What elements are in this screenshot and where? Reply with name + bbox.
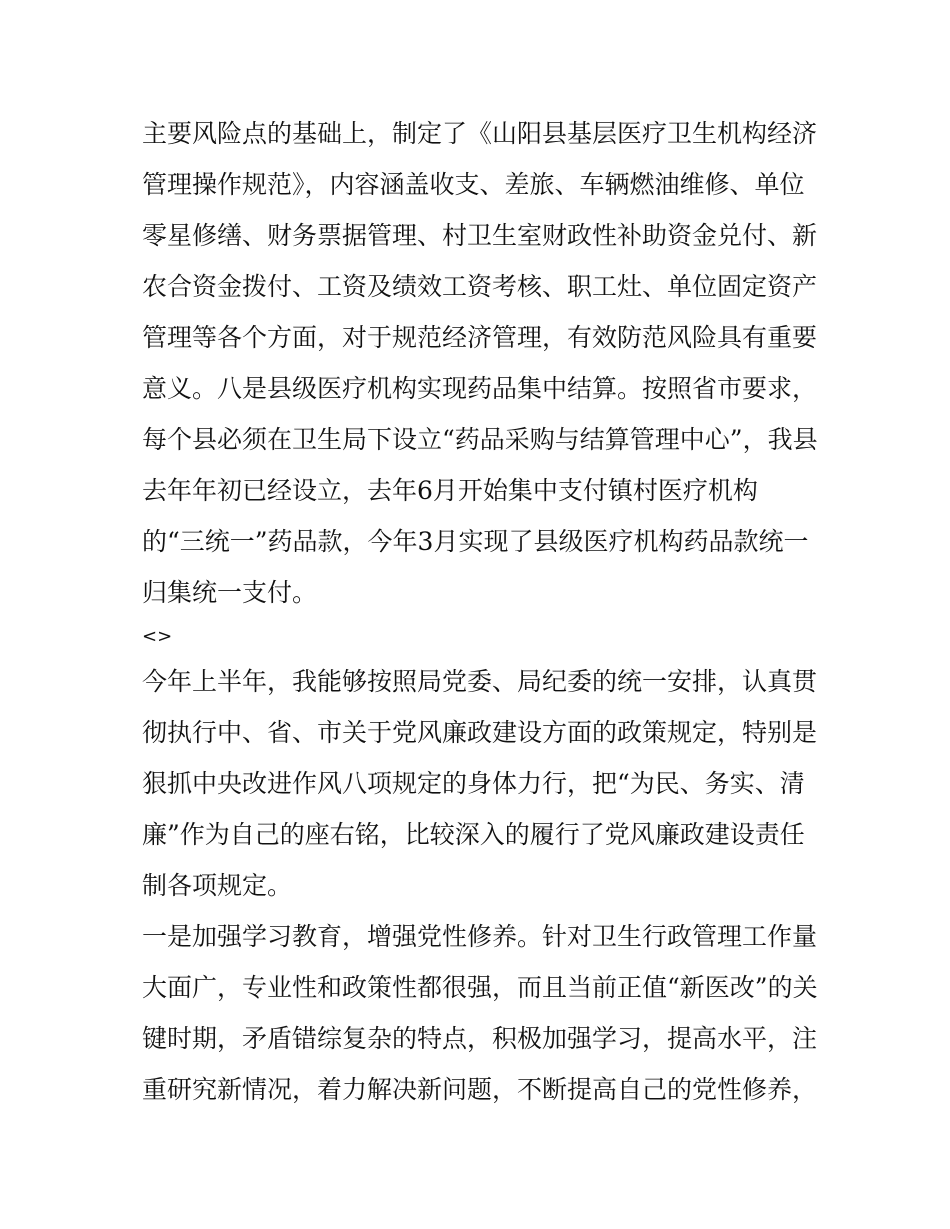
text-line: 每个县必须在卫生局下设立“药品采购与结算管理中心”，我县	[142, 425, 818, 454]
text-line: 廉”作为自己的座右铭，比较深入的履行了党风廉政建设责任	[142, 820, 805, 849]
paragraph-study-education	[142, 911, 822, 1115]
section-marker: <>	[142, 626, 173, 647]
text-line: 归集统一支付。	[142, 578, 318, 607]
text-line: 一是加强学习教育，增强党性修养。针对卫生行政管理工作量	[142, 922, 818, 951]
text-line: 的“三统一”药品款，今年3月实现了县级医疗机构药品款统一	[142, 527, 809, 556]
text-line: 彻执行中、省、市关于党风廉政建设方面的政策规定，特别是	[142, 718, 818, 747]
text-line: 主要风险点的基础上，制定了《山阳县基层医疗卫生机构经济	[142, 119, 818, 148]
text-line: 管理等各个方面，对于规范经济管理，有效防范风险具有重要	[142, 323, 818, 352]
document-body	[142, 108, 822, 1115]
text-line: 狠抓中央改进作风八项规定的身体力行，把“为民、务实、清	[142, 769, 805, 798]
text-line: 制各项规定。	[142, 871, 293, 900]
paragraph-risk-management	[142, 108, 822, 618]
paragraph-party-conduct	[142, 656, 822, 911]
text-line: 重研究新情况，着力解决新问题，不断提高自己的党性修养，	[142, 1075, 818, 1104]
text-line: 管理操作规范》，内容涵盖收支、差旅、车辆燃油维修、单位	[142, 170, 805, 199]
text-line: 键时期，矛盾错综复杂的特点，积极加强学习，提高水平，注	[142, 1024, 818, 1053]
text-line: 去年年初已经设立，去年6月开始集中支付镇村医疗机构	[142, 476, 758, 505]
text-line: 大面广，专业性和政策性都很强，而且当前正值“新医改”的关	[142, 973, 818, 1002]
text-line: 农合资金拨付、工资及绩效工资考核、职工灶、单位固定资产	[142, 272, 818, 301]
text-line: 今年上半年，我能够按照局党委、局纪委的统一安排，认真贯	[142, 667, 818, 696]
text-line: 零星修缮、财务票据管理、村卫生室财政性补助资金兑付、新	[142, 221, 818, 250]
text-line: 意义。八是县级医疗机构实现药品集中结算。按照省市要求，	[142, 374, 818, 403]
